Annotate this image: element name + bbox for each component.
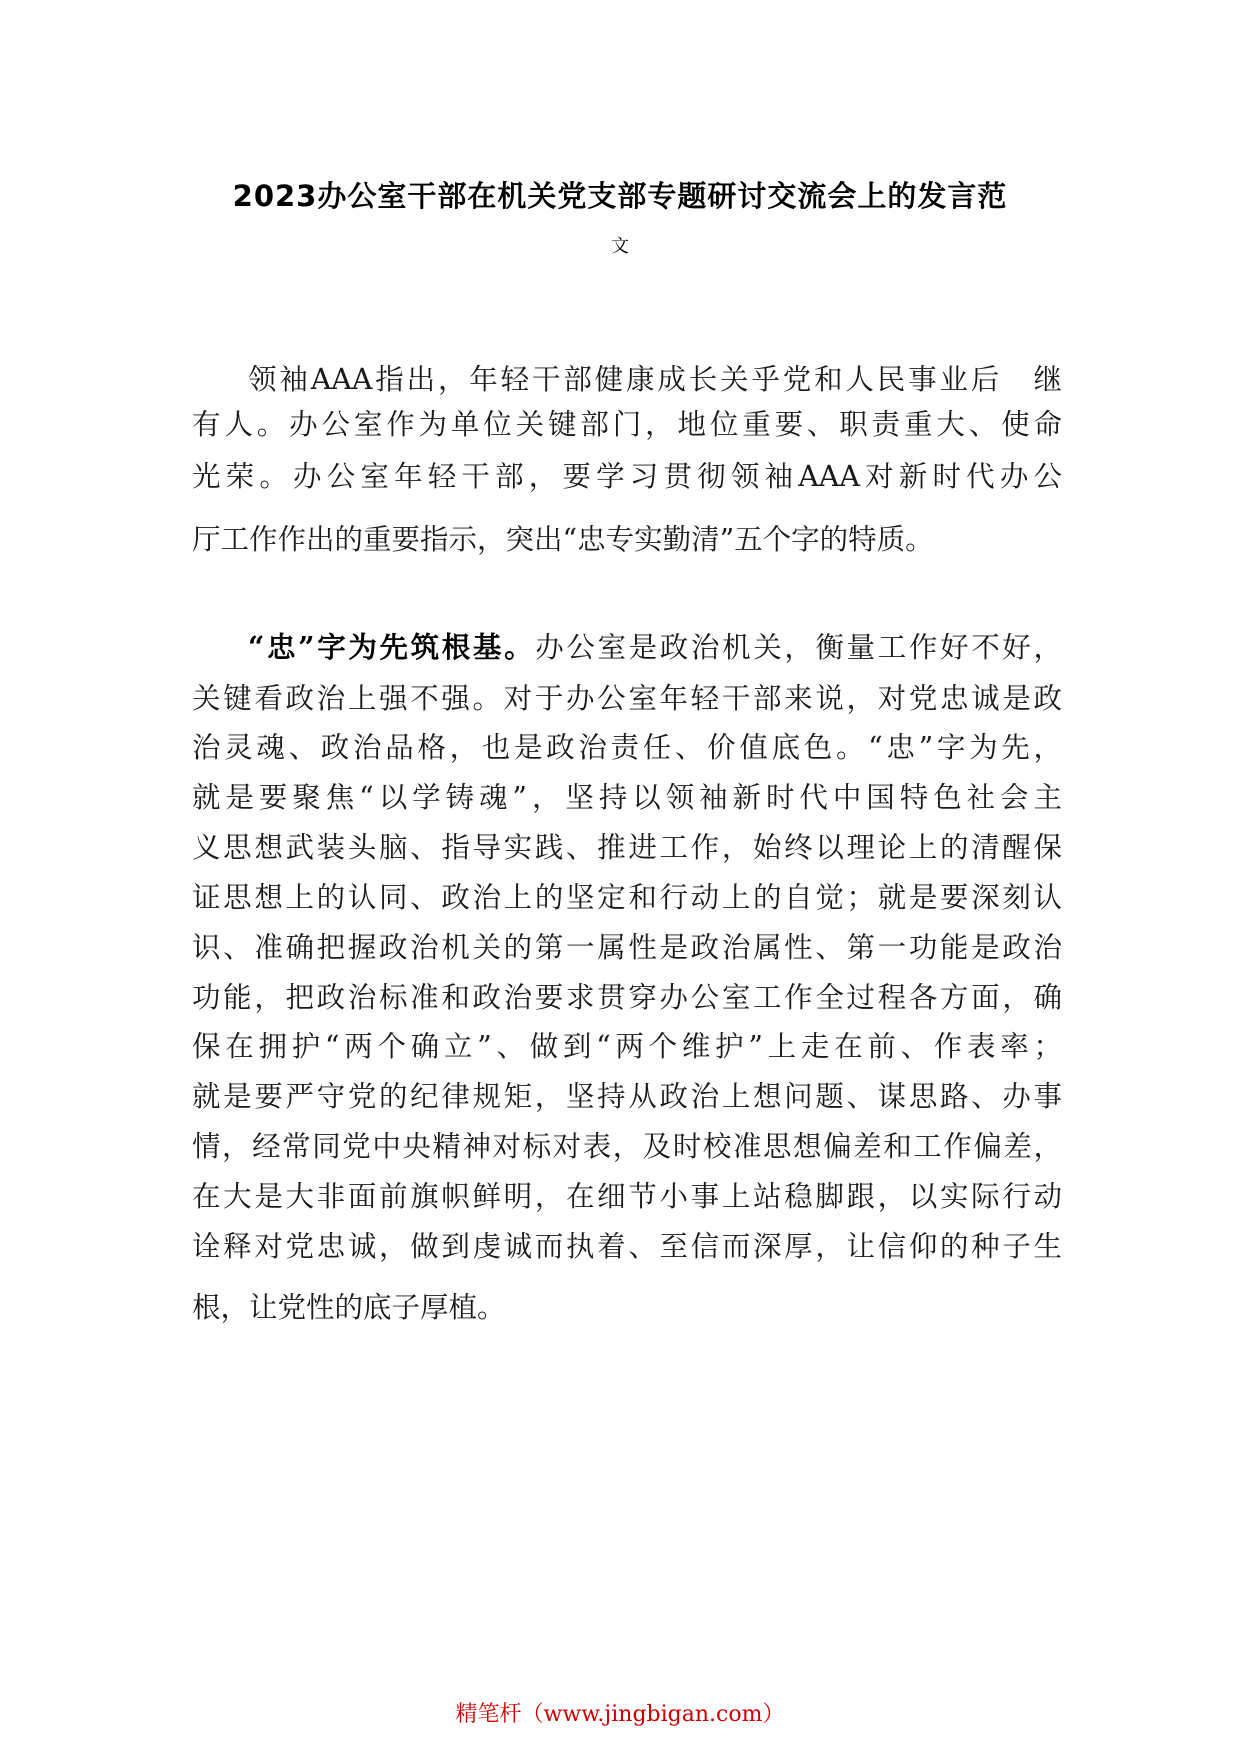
paragraph2-line: 就是要聚焦“以学铸魂”，坚持以领袖新时代中国特色社会主 xyxy=(192,781,1062,814)
paragraph2-line: 在大是大非面前旗帜鲜明，在细节小事上站稳脚跟，以实际行动 xyxy=(192,1180,1062,1213)
paragraph2-line: 义思想武装头脑、指导实践、推进工作，始终以理论上的清醒保 xyxy=(192,831,1062,864)
paragraph2-heading: “忠”字为先筑根基。 xyxy=(248,630,536,664)
document-title-continuation: 文 xyxy=(611,236,629,257)
paragraph1-line: 有人。办公室作为单位关键部门，地位重要、职责重大、使命 xyxy=(192,408,1062,441)
paragraph2-first-line xyxy=(248,627,1062,668)
paragraph2-line: 保在拥护“两个确立”、做到“两个维护”上走在前、作表率； xyxy=(192,1030,1062,1063)
paragraph1-line: 厅工作作出的重要指示，突出“忠专实勤清”五个字的特质。 xyxy=(192,523,934,556)
paragraph2-line: 诠释对党忠诚，做到虔诚而执着、至信而深厚，让信仰的种子生 xyxy=(192,1230,1062,1263)
paragraph2-line: 功能，把政治标准和政治要求贯穿办公室工作全过程各方面，确 xyxy=(192,981,1062,1014)
paragraph1-line: 光荣。办公室年轻干部，要学习贯彻领袖AAA对新时代办公 xyxy=(192,460,1062,493)
paragraph2-line: 证思想上的认同、政治上的坚定和行动上的自觉；就是要深刻认 xyxy=(192,881,1062,914)
paragraph2-line: 情，经常同党中央精神对标对表，及时校准思想偏差和工作偏差， xyxy=(192,1130,1062,1163)
paragraph1-line: 领袖AAA指出，年轻干部健康成长关乎党和人民事业后 继 xyxy=(248,363,1062,396)
paragraph2-line: 治灵魂、政治品格，也是政治责任、价值底色。“忠”字为先， xyxy=(192,731,1062,764)
paragraph2-line: 根，让党性的底子厚植。 xyxy=(192,1291,506,1324)
document-title: 2023办公室干部在机关党支部专题研讨交流会上的发言范 xyxy=(232,179,1008,213)
footer-watermark-link[interactable]: 精笔杆（www.jingbigan.com） xyxy=(455,1702,785,1727)
paragraph2-first-line-text: 办公室是政治机关，衡量工作好不好， xyxy=(535,631,1062,664)
paragraph2-line: 识、准确把握政治机关的第一属性是政治属性、第一功能是政治 xyxy=(192,931,1062,964)
paragraph2-line: 就是要严守党的纪律规矩，坚持从政治上想问题、谋思路、办事 xyxy=(192,1080,1062,1113)
paragraph2-line: 关键看政治上强不强。对于办公室年轻干部来说，对党忠诚是政 xyxy=(192,682,1062,715)
